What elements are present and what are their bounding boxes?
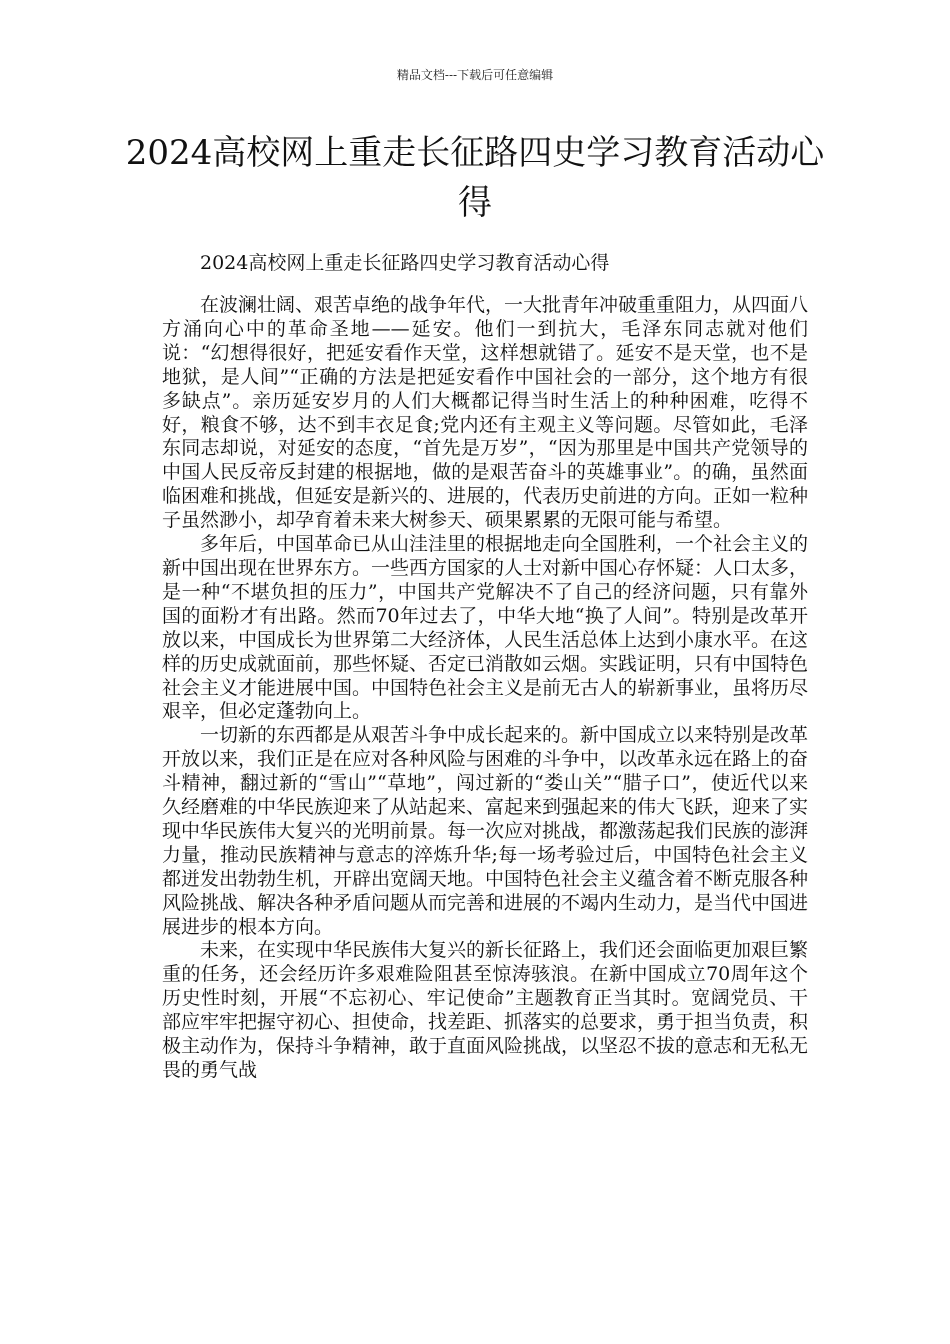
header-note: 精品文档---下载后可任意编辑 <box>396 68 554 82</box>
paragraph: 一切新的东西都是从艰苦斗争中成长起来的。新中国成立以来特别是改革开放以来，我们正是在应对各种风险与困难的斗争中，以改革永远在路上的奋斗精神，翻过新的“雪山”“草地”，闯过新的“娄山关”“腊子口”，使近代以来久经磨难的中华民族迎来了从站起来、富起来到强起来的伟大飞跃，迎来了实现中华民族伟大复兴的光明前景。每一次应对挑战，都激荡起我们民族的澎湃力量，推动民族精神与意志的淬炼升华;每一场考验过后，中国特色社会主义都迸发出勃勃生机，开辟出宽阔天地。中国特色社会主义蕴含着不断克服各种风险挑战、解决各种矛盾问题从而完善和进展的不竭内生动力，是当代中国进展进步的根本方向。 <box>162 724 809 938</box>
document-subtitle: 2024高校网上重走长征路四史学习教育活动心得 <box>200 252 610 274</box>
document-body <box>162 294 808 1083</box>
paragraph: 在波澜壮阔、艰苦卓绝的战争年代，一大批青年冲破重重阻力，从四面八方涌向心中的革命圣地——延安。他们一到抗大，毛泽东同志就对他们说：“幻想得很好，把延安看作天堂，这样想就错了。延安不是天堂，也不是地狱，是人间”“正确的方法是把延安看作中国社会的一部分，这个地方有很多缺点”。亲历延安岁月的人们大概都记得当时生活上的种种困难，吃得不好，粮食不够，达不到丰衣足食;党内还有主观主义等问题。尽管如此，毛泽东同志却说，对延安的态度，“首先是万岁”，“因为那里是中国共产党领导的中国人民反帝反封建的根据地，做的是艰苦奋斗的英雄事业”。的确，虽然面临困难和挑战，但延安是新兴的、进展的，代表历史前进的方向。正如一粒种子虽然渺小，却孕育着未来大树参天、硕果累累的无限可能与希望。 <box>162 294 809 532</box>
document-title: 2024高校网上重走长征路四史学习教育活动心得 <box>125 133 825 223</box>
paragraph: 未来，在实现中华民族伟大复兴的新长征路上，我们还会面临更加艰巨繁重的任务，还会经历许多艰难险阻甚至惊涛骇浪。在新中国成立70周年这个历史性时刻，开展“不忘初心、牢记使命”主题教育正当其时。宽阔党员、干部应牢牢把握守初心、担使命，找差距、抓落实的总要求，勇于担当负责，积极主动作为，保持斗争精神，敢于直面风险挑战，以坚忍不拔的意志和无私无畏的勇气战 <box>162 939 809 1081</box>
paragraph: 多年后，中国革命已从山洼洼里的根据地走向全国胜利，一个社会主义的新中国出现在世界东方。一些西方国家的人士对新中国心存怀疑：人口太多，是一种“不堪负担的压力”，中国共产党解决不了自己的经济问题，只有靠外国的面粉才有出路。然而70年过去了，中华大地“换了人间”。特别是改革开放以来，中国成长为世界第二大经济体，人民生活总体上达到小康水平。在这样的历史成就面前，那些怀疑、否定已消散如云烟。实践证明，只有中国特色社会主义才能进展中国。中国特色社会主义是前无古人的崭新事业，虽将历尽艰辛，但必定蓬勃向上。 <box>162 533 809 723</box>
